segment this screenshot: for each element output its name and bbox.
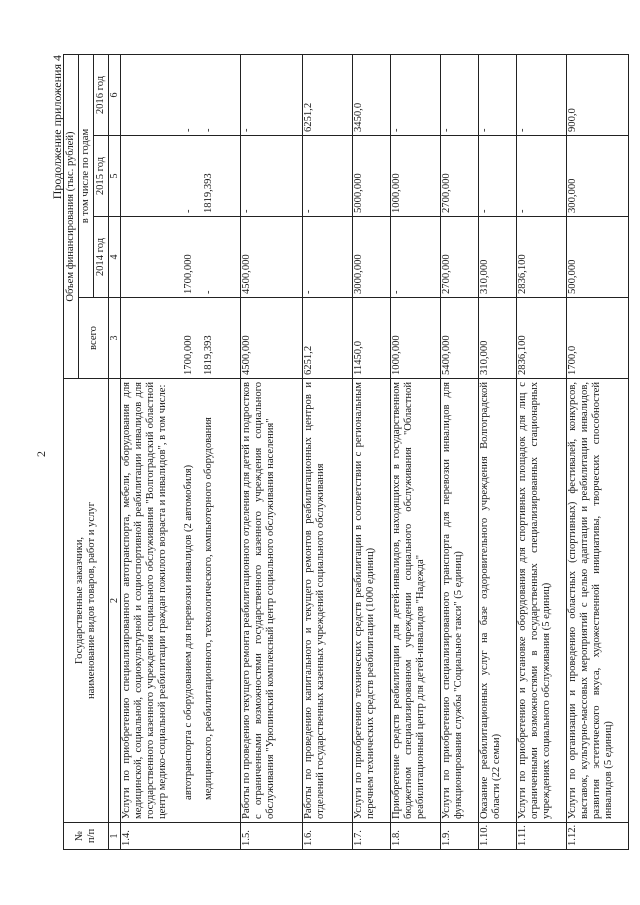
row-name: Услуги по приобретению специализированного транспорта для перевозки инвалидов для функционирования службы "Социальное такси" (5 единиц)	[441, 379, 479, 823]
row-2015: -	[303, 136, 353, 217]
header-funding: Объем финансирования (тыс. рублей)	[64, 55, 79, 379]
row-2015: 5000,000	[353, 136, 391, 217]
row-total: 310,000	[479, 298, 517, 379]
header-no: № п/п	[64, 823, 109, 850]
row-2016: 900,0	[567, 55, 629, 136]
row-2014: 2836,100	[517, 217, 567, 298]
column-number: 1	[109, 823, 121, 850]
row-number: 1.12.	[567, 823, 629, 850]
row-2015: 2700,000	[441, 136, 479, 217]
column-number: 6	[109, 55, 121, 136]
row-total: 1700,000	[183, 298, 203, 379]
row-2016	[121, 55, 183, 136]
header-name: Государственные заказчики, наименование видов товаров, работ и услуг	[64, 379, 109, 823]
row-number: 1.7.	[353, 823, 391, 850]
row-number	[203, 823, 241, 850]
table-row	[517, 55, 567, 850]
row-number: 1.9.	[441, 823, 479, 850]
row-2016: -	[241, 55, 303, 136]
row-name: Услуги по приобретению и установке оборудования для спортивных площадок для лиц с ограниченными возможностями в государственных специализированных стационарных учреждениях социального обслуживания (5 единиц)	[517, 379, 567, 823]
row-2015: -	[183, 136, 203, 217]
row-name: Услуги по организации и проведению областных (спортивных) фестивалей, конкурсов, выставок, культурно-массовых мероприятий с целью адаптации и реабилитации инвалидов, развития эстетического вкуса, художественной инициативы, творческих способностей инвалидов (5 единиц)	[567, 379, 629, 823]
row-name: Работы по проведению капитального и текущего ремонтов реабилитационных центров и отделений государственных казенных учреждений социального обслуживания	[303, 379, 353, 823]
row-name: Услуги по приобретению специализированного автотранспорта, мебели, оборудования для медицинской, социальной, социокультурной и социоспортивной реабилитации инвалидов для государственного казенного учреждения социального обслуживания "Волгоградский областной центр медико-социальной реабилитации граждан пожилого возраста и инвалидов", в том числе:	[121, 379, 183, 823]
row-name: автотранспорта с оборудованием для перевозки инвалидов (2 автомобиля)	[183, 379, 203, 823]
row-total: 1819,393	[203, 298, 241, 379]
row-2015: -	[241, 136, 303, 217]
row-total: 11450,0	[353, 298, 391, 379]
funding-table	[63, 54, 629, 850]
table-row	[303, 55, 353, 850]
column-number: 2	[109, 379, 121, 823]
row-2014: -	[303, 217, 353, 298]
row-2014: -	[203, 217, 241, 298]
row-total	[121, 298, 183, 379]
column-numbers-row	[109, 55, 121, 850]
row-total: 5400,000	[441, 298, 479, 379]
row-total: 2836,100	[517, 298, 567, 379]
row-2014: 1700,000	[183, 217, 203, 298]
row-total: 6251,2	[303, 298, 353, 379]
row-name: Оказание реабилитационных услуг на базе оздоровительного учреждения Волгоградской области (22 семьи)	[479, 379, 517, 823]
row-2014: 4500,000	[241, 217, 303, 298]
row-number: 1.6.	[303, 823, 353, 850]
table-row	[391, 55, 441, 850]
table-row	[183, 55, 203, 850]
row-2014: 500,000	[567, 217, 629, 298]
header-2015: 2015 год	[94, 136, 109, 217]
row-2016: -	[479, 55, 517, 136]
row-name: медицинского, реабилитационного, технологического, компьютерного оборудования	[203, 379, 241, 823]
header-total: всего	[79, 298, 109, 379]
row-number	[183, 823, 203, 850]
table-row	[567, 55, 629, 850]
row-number: 1.10.	[479, 823, 517, 850]
page-number: 2	[34, 451, 48, 457]
row-name: Приобретение средств реабилитации для детей-инвалидов, находящихся в государственном бюджетном специализированном учреждении социального обслуживания "Областной реабилитационный центр для детей-инвалидов "Надежда"	[391, 379, 441, 823]
row-total: 1700,0	[567, 298, 629, 379]
column-number: 5	[109, 136, 121, 217]
continuation-label: Продолжение приложения 4	[50, 55, 64, 200]
row-2016: -	[183, 55, 203, 136]
row-2014	[121, 217, 183, 298]
header-by-year: в том числе по годам	[79, 55, 94, 298]
table-row	[353, 55, 391, 850]
row-number: 1.5.	[241, 823, 303, 850]
row-2016: 6251,2	[303, 55, 353, 136]
row-2014: -	[391, 217, 441, 298]
column-number: 3	[109, 298, 121, 379]
row-2014: 2700,000	[441, 217, 479, 298]
table-row	[203, 55, 241, 850]
row-2015: -	[479, 136, 517, 217]
table-row	[241, 55, 303, 850]
header-2016: 2016 год	[94, 55, 109, 136]
row-2016: -	[441, 55, 479, 136]
row-name: Работы по проведению текущего ремонта реабилитационного отделения для детей и подростков с ограниченными возможностями государственного казенного учреждения социального обслуживания "Урюпинский комплексный центр социального обслуживания населения"	[241, 379, 303, 823]
row-2015: 300,000	[567, 136, 629, 217]
row-2015: -	[517, 136, 567, 217]
row-total: 1000,000	[391, 298, 441, 379]
table-row	[479, 55, 517, 850]
row-2015: 1819,393	[203, 136, 241, 217]
row-2015: 1000,000	[391, 136, 441, 217]
row-number: 1.11.	[517, 823, 567, 850]
row-number: 1.4.	[121, 823, 183, 850]
row-2014: 310,000	[479, 217, 517, 298]
row-name: Услуги по приобретению технических средств реабилитации в соответствии с региональным перечнем технических средств реабилитации (1000 единиц)	[353, 379, 391, 823]
table-row	[441, 55, 479, 850]
row-2016: -	[203, 55, 241, 136]
column-number: 4	[109, 217, 121, 298]
row-2016: 3450,0	[353, 55, 391, 136]
row-total: 4500,000	[241, 298, 303, 379]
table-row	[121, 55, 183, 850]
header-2014: 2014 год	[94, 217, 109, 298]
row-number: 1.8.	[391, 823, 441, 850]
row-2016: -	[517, 55, 567, 136]
row-2016: -	[391, 55, 441, 136]
row-2014: 3000,000	[353, 217, 391, 298]
row-2015	[121, 136, 183, 217]
